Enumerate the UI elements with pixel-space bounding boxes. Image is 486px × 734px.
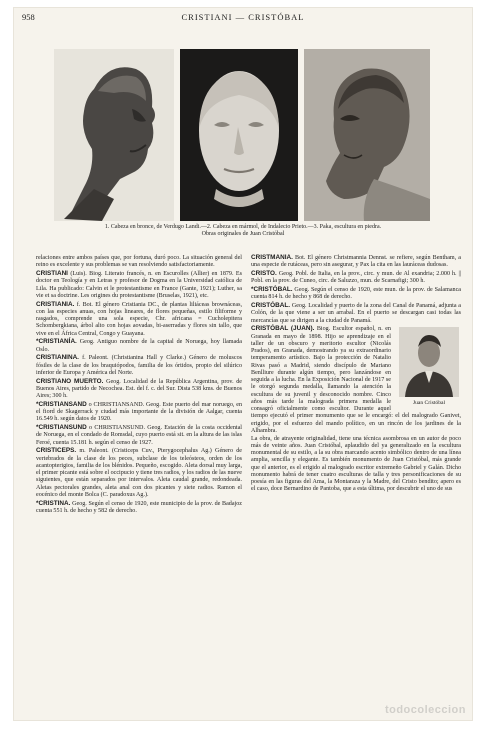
entry <box>251 325 461 435</box>
photo-marble-head <box>180 49 298 221</box>
marble-head-image <box>180 49 298 221</box>
entry-head: *CRISTIANÍA. <box>36 338 77 346</box>
entry-text: Geog. Localidad de la República Argentina, prov. de Buenos Aires, partido de Necochea. Est. del f. c. del Sur. Dista 538 kms. de Buenos Aires; 300 h. <box>36 378 242 399</box>
left-column <box>36 254 242 706</box>
entry-text: Geog. Pobl. de Italia, en la prov., circ. y mun. de Al exandria; 2.000 h. || Pobl. en la prov. de Cuneo, circ. de Saluzzo, mun. de Scarnafigi; 300 h. <box>251 271 461 285</box>
caption-line-2: Obras originales de Juan Cristóbal <box>201 231 285 237</box>
entry-text: Geog. Según el censo de 1920, este mun. de la prov. de Salamanca cuenta 814 h. de hecho y 868 de derecho. <box>251 287 461 301</box>
entry <box>36 301 242 338</box>
entry <box>251 286 461 302</box>
entry-text: Biog. Escultor español, n. en Granada en mayo de 1898. Hijo se aprendizaje en el taller de un obscuro y meritorio escultor (Nicolás Prados), en Granada, demostrando ya su extraordinario temperamento artístico. Bajo la protección de Natalio Rivas pasó a Madrid, siendo discípulo de Mariano Benlliure durante algún tiempo, pero lanzándose en seguida a la lucha. En la Exposición Nacional de 1917 se le otorgó segunda medalla, llamando la atención la escultura de su juvenil y desconocido nombre. Cinco años más tarde la malograda primera medalla le consagró oficialmente como escultor. Durante aquel tiempo ejecutó el primer monumento que se le encargó: el del malogrado Ganivet, erigido, por el esfuerzo del mando político, en un rincón de los jardines de la Alhambra. <box>251 326 461 434</box>
entry-head: *CRISTIANSAND <box>36 400 87 408</box>
entry-text: Geog. Antiguo nombre de la capital de Noruega, hoy llamada Oslo. <box>36 339 242 353</box>
entry-text: f. Paleont. (Christianina Hall y Clarke.) Género de moluscos fósiles de la clase de los braquiópodos, familia de los órtidos, propio del silúrico inferior de Europa y América del Norte. <box>36 355 242 376</box>
paka-sculpture-image <box>304 49 430 221</box>
entry <box>251 302 461 325</box>
entry-head: CRISTO. <box>251 270 277 277</box>
entry <box>36 378 242 401</box>
entry <box>251 436 461 494</box>
entry-head: *CRISTÓBAL. <box>251 286 293 293</box>
caption-line-1: 1. Cabeza en bronce, de Verdugo Landi.—2. Cabeza en mármol, de Indalecio Prieto.—3. Paka, escultura en piedra. <box>104 224 382 230</box>
photo-bronze-bust <box>54 49 174 221</box>
entry-text: o CHRISTIANSAND. Geog. Este puerto del mar noruego, en el fiord de Skagerrack y ciudad más importante de la división de Aalgar, cuenta 16.549 h. según datos de 1920. <box>36 401 242 423</box>
entry-text: Geog. Localidad y puerto de la zona del Canal de Panamá, adjunta a Colón, de la que viene a ser un arrabal. En el puerto se descargan casi todas las mercancías que se dirigen a la ciudad de Panamá. <box>251 303 461 324</box>
entry-text: La obra, de atrayente originalidad, tiene una técnica asombrosa en un autor de poco más de veinte años. Juan Cristóbal, aplaudido del ya generalizado en la escultura monumental de su estilo, a la su obra marcando acento simbólico dentro de una línea amplia, sencilla y elegante. Es también monumento de Juan Cristóbal, más grande que el anterior, es el erigido al malogrado escritor extremeño Gabriel y Galán. Dicho monumento habrá de tener cuatro esculturas de talla y tres personificaciones de su poesía en las figuras del Ama, la Montaraza y la Madre, del Cristo bendito; apero es el caso, doce Bernardino de Pantoba, que a esta última, por descubrir el uno de sus <box>251 435 461 493</box>
figure-caption <box>36 224 450 238</box>
portrait-caption: Juan Cristóbal <box>412 400 446 407</box>
entry-head: CRISTIANIA. <box>36 300 75 308</box>
entry <box>36 500 242 516</box>
page-number: 958 <box>22 12 35 22</box>
running-title: CRISTIANI — CRISTÓBAL <box>181 12 305 22</box>
entry-head: CRISTMANIA. <box>251 254 293 261</box>
entry-head: *CRISTIANSUND <box>36 424 87 431</box>
encyclopedia-page <box>14 8 472 720</box>
entry-head: CRISTÓBAL (JUAN). <box>251 325 315 333</box>
entry-text: f. Bot. El género Cristiania DC., de plantas liliáceas brownáceas, con las especies anuas, con hojas lineares, de flores pequeñas, estilo filiforme y rasgados, comprende una sola especie, Chr. africana = Cucholepitera Schombergkiana, árbol alto con hojas aovadas, bi-aserradas y flores sin tallo, que vive en el África Central, Congo y Guayana. <box>36 301 242 337</box>
entry-head: CRISTIANO MUERTO. <box>36 377 104 385</box>
portrait-inset <box>397 327 461 411</box>
photo-paka-sculpture <box>304 49 430 221</box>
entry-head: CRISTIANI <box>36 270 68 277</box>
entry-text: o CHRISTIANSUND. Geog. Estación de la costa occidental de Noruega, en el condado de Romsdal, cuyo puerto está sit. en la altura de las islas Feroé, cuenta 15.181 h. según el censo de 1927. <box>36 425 242 446</box>
entry-head: CRISTICEPS. <box>36 447 77 455</box>
entry <box>251 270 461 286</box>
entry-text: Geog. Según el censo de 1920, este municipio de la prov. de Badajoz cuenta 551 h. de hecho y 582 de derecho. <box>36 500 242 514</box>
page-header <box>22 12 464 24</box>
right-column <box>251 254 461 706</box>
entry <box>36 270 242 300</box>
entry: relaciones entre ambos países que, por fortuna, duró poco. La situación general del reino es excelente y sus problemas se van resolviendo satisfactoriamente. <box>36 255 242 269</box>
entry <box>36 338 242 354</box>
portrait-photo <box>399 327 459 397</box>
entry-text: m. Paleont. (Cristiceps Cuv., Pterygocephalus Ag.) Género de vertebrados de la clase de los peces, subclase de los teleósteos, orden de los acantopterigios, familia de los blénidos. Pequeño, escogido. Aleta dorsal muy larga, el primer picante está sobre el occipucio y tiene tres radios, y los radios de las nueve siguientes, que están separados por intervalos. Aleta caudal grande, redondeada. Aletas pectorales grandes, aleta anal con dos picantes y siete radios. Ramon el eocénico del monte Bolca (C. paradoxus Ag.). <box>36 448 242 498</box>
entry <box>36 401 242 424</box>
entry-text: (Luis). Biog. Literato francés, n. en Escurolles (Allier) en 1879. Es doctor en Teología y en Letras y profesor de Dogma en la Universidad católica de Lila. Ha publicado: Calvin et le protestantisme en France (Gante, 1921); Luther, sa vie et sa doctrine. Les origines du protestantisme (Bruselas, 1921), etc. <box>36 271 242 299</box>
bronze-bust-image <box>54 49 174 221</box>
entry <box>251 254 461 270</box>
watermark: todocoleccion <box>384 704 466 716</box>
entry-head: CRISTIANINA. <box>36 354 79 362</box>
entry <box>36 424 242 447</box>
entry-head: *CRISTINA. <box>36 499 71 507</box>
juan-cristobal-portrait <box>399 327 459 397</box>
entry-head: CRISTÓBAL. <box>251 302 291 309</box>
entry <box>36 447 242 499</box>
entry-text: Bot. El género Christmannia Dennst. se refiere, según Bentham, a una especie de rutáceas, pero sin asegurar, y Pax la cita en las lauráceas dudosas. <box>251 255 461 269</box>
entry <box>36 354 242 377</box>
